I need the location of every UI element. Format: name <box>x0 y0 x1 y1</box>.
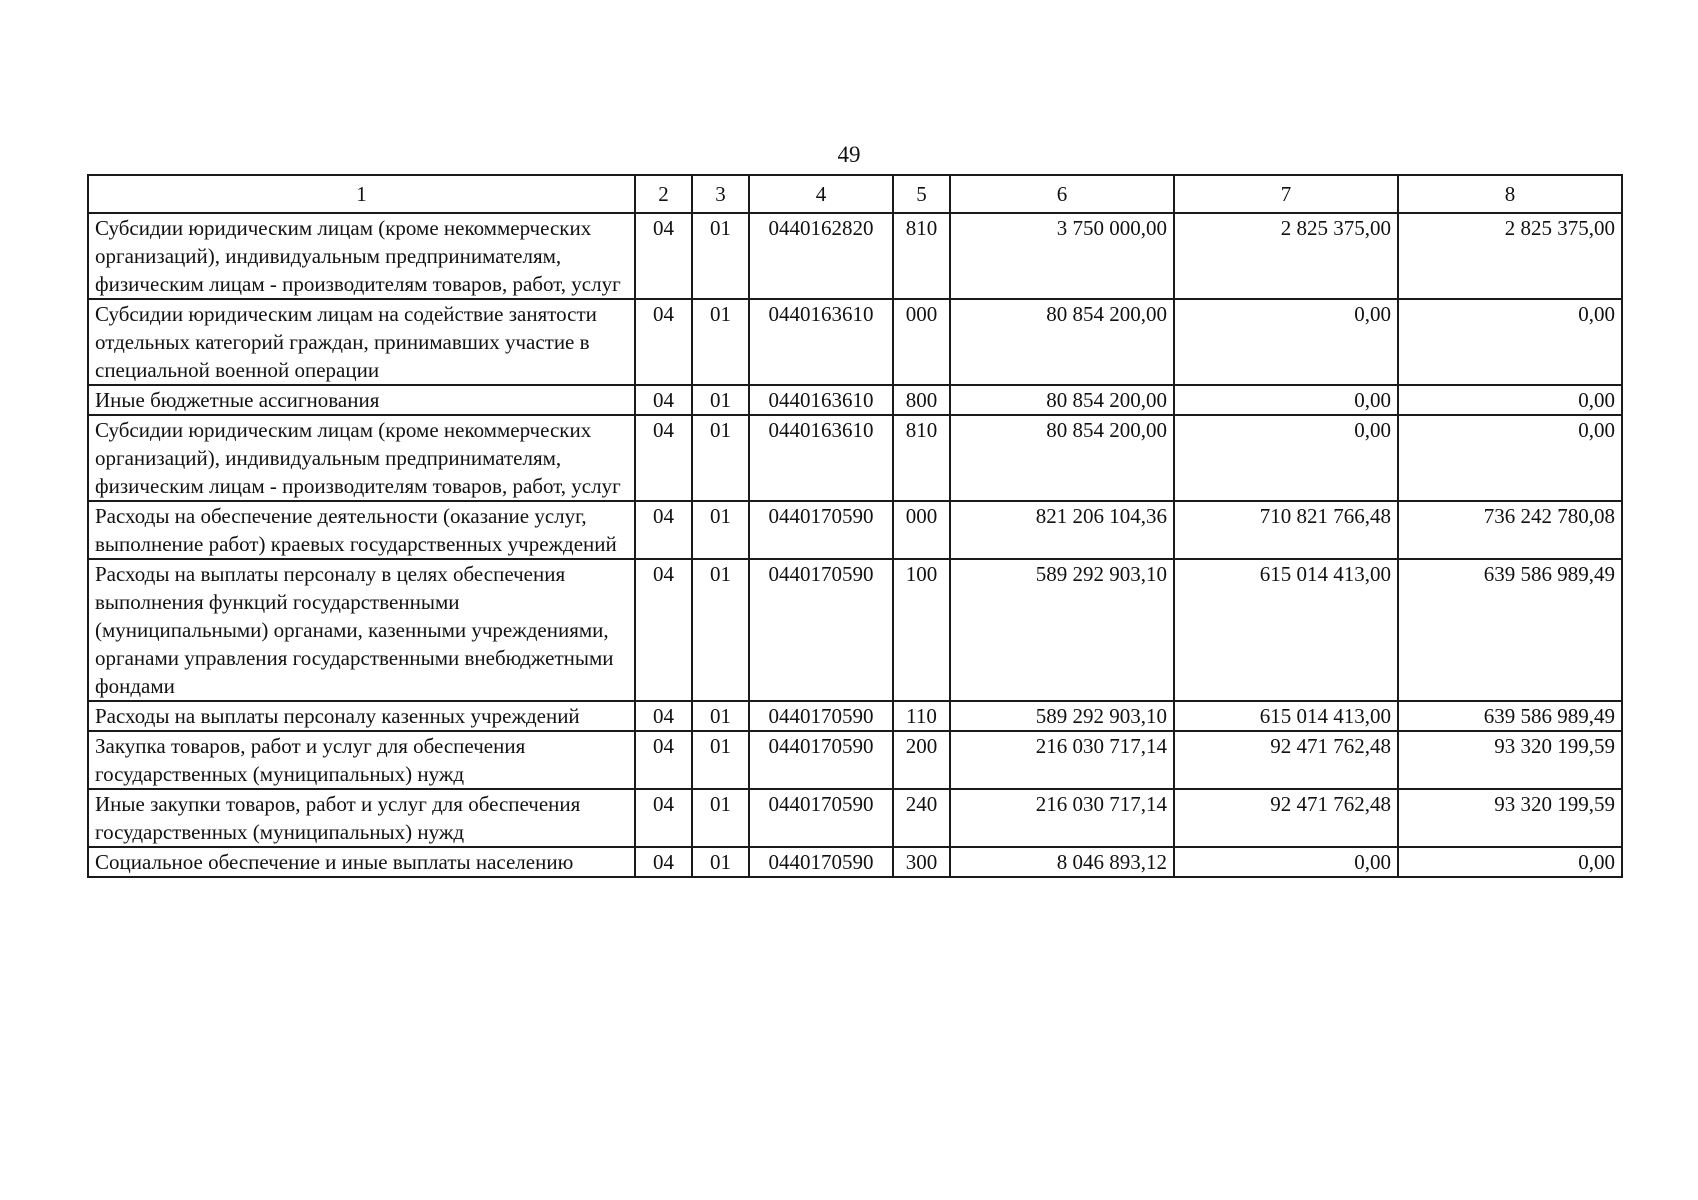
col-header-4: 4 <box>749 175 893 213</box>
table-row <box>88 789 1622 847</box>
col-header-6: 6 <box>950 175 1174 213</box>
row-name: Иные бюджетные ассигнования <box>88 385 635 415</box>
row-amount-8: 0,00 <box>1398 847 1622 877</box>
row-amount-7: 710 821 766,48 <box>1174 501 1398 559</box>
row-amount-8: 0,00 <box>1398 385 1622 415</box>
table-row <box>88 385 1622 415</box>
row-expense-type: 810 <box>893 415 950 501</box>
row-amount-7: 92 471 762,48 <box>1174 789 1398 847</box>
row-section: 04 <box>635 701 692 731</box>
row-expense-type: 240 <box>893 789 950 847</box>
row-name: Иные закупки товаров, работ и услуг для обеспечения государственных (муниципальных) нужд <box>88 789 635 847</box>
col-header-7: 7 <box>1174 175 1398 213</box>
row-section: 04 <box>635 501 692 559</box>
table-row <box>88 559 1622 701</box>
row-expense-type: 110 <box>893 701 950 731</box>
header-row <box>88 175 1622 213</box>
row-section: 04 <box>635 213 692 299</box>
row-target-code: 0440163610 <box>749 415 893 501</box>
row-amount-8: 93 320 199,59 <box>1398 789 1622 847</box>
row-amount-7: 615 014 413,00 <box>1174 559 1398 701</box>
row-expense-type: 810 <box>893 213 950 299</box>
row-target-code: 0440170590 <box>749 501 893 559</box>
row-amount-8: 0,00 <box>1398 415 1622 501</box>
page-number: 49 <box>837 142 861 167</box>
row-amount-6: 80 854 200,00 <box>950 415 1174 501</box>
row-subsection: 01 <box>692 501 749 559</box>
row-expense-type: 300 <box>893 847 950 877</box>
row-subsection: 01 <box>692 789 749 847</box>
row-amount-8: 0,00 <box>1398 299 1622 385</box>
table-row <box>88 731 1622 789</box>
row-amount-7: 2 825 375,00 <box>1174 213 1398 299</box>
col-header-3: 3 <box>692 175 749 213</box>
row-name: Субсидии юридическим лицам (кроме некоммерческих организаций), индивидуальным предпринимателям, физическим лицам - производителям товаров, работ, услуг <box>88 415 635 501</box>
row-amount-6: 589 292 903,10 <box>950 559 1174 701</box>
row-amount-6: 216 030 717,14 <box>950 789 1174 847</box>
row-amount-8: 2 825 375,00 <box>1398 213 1622 299</box>
table-row <box>88 213 1622 299</box>
table-row <box>88 701 1622 731</box>
col-header-5: 5 <box>893 175 950 213</box>
row-name: Расходы на выплаты персоналу в целях обеспечения выполнения функций государственными (муниципальными) органами, казенными учреждениями, органами управления государственными внебюджетными фондами <box>88 559 635 701</box>
row-amount-8: 736 242 780,08 <box>1398 501 1622 559</box>
row-subsection: 01 <box>692 385 749 415</box>
col-header-8: 8 <box>1398 175 1622 213</box>
row-section: 04 <box>635 789 692 847</box>
row-amount-6: 589 292 903,10 <box>950 701 1174 731</box>
row-target-code: 0440170590 <box>749 701 893 731</box>
row-amount-7: 615 014 413,00 <box>1174 701 1398 731</box>
row-subsection: 01 <box>692 731 749 789</box>
row-amount-7: 0,00 <box>1174 415 1398 501</box>
row-amount-6: 80 854 200,00 <box>950 299 1174 385</box>
row-amount-7: 0,00 <box>1174 299 1398 385</box>
table-row <box>88 847 1622 877</box>
row-target-code: 0440170590 <box>749 559 893 701</box>
row-target-code: 0440163610 <box>749 385 893 415</box>
row-amount-7: 0,00 <box>1174 847 1398 877</box>
row-name: Расходы на обеспечение деятельности (оказание услуг, выполнение работ) краевых государственных учреждений <box>88 501 635 559</box>
row-amount-6: 216 030 717,14 <box>950 731 1174 789</box>
row-subsection: 01 <box>692 299 749 385</box>
row-section: 04 <box>635 847 692 877</box>
row-section: 04 <box>635 415 692 501</box>
row-expense-type: 100 <box>893 559 950 701</box>
row-target-code: 0440170590 <box>749 847 893 877</box>
row-target-code: 0440162820 <box>749 213 893 299</box>
table-row <box>88 415 1622 501</box>
row-subsection: 01 <box>692 701 749 731</box>
row-subsection: 01 <box>692 213 749 299</box>
table-row <box>88 299 1622 385</box>
row-name: Закупка товаров, работ и услуг для обеспечения государственных (муниципальных) нужд <box>88 731 635 789</box>
row-name: Субсидии юридическим лицам (кроме некоммерческих организаций), индивидуальным предпринимателям, физическим лицам - производителям товаров, работ, услуг <box>88 213 635 299</box>
col-header-2: 2 <box>635 175 692 213</box>
row-target-code: 0440163610 <box>749 299 893 385</box>
row-subsection: 01 <box>692 847 749 877</box>
row-expense-type: 200 <box>893 731 950 789</box>
row-section: 04 <box>635 299 692 385</box>
row-expense-type: 000 <box>893 299 950 385</box>
row-amount-8: 639 586 989,49 <box>1398 701 1622 731</box>
row-target-code: 0440170590 <box>749 789 893 847</box>
row-name: Расходы на выплаты персоналу казенных учреждений <box>88 701 635 731</box>
row-amount-7: 92 471 762,48 <box>1174 731 1398 789</box>
row-amount-6: 821 206 104,36 <box>950 501 1174 559</box>
row-name: Социальное обеспечение и иные выплаты населению <box>88 847 635 877</box>
row-section: 04 <box>635 731 692 789</box>
row-amount-7: 0,00 <box>1174 385 1398 415</box>
row-amount-8: 93 320 199,59 <box>1398 731 1622 789</box>
row-name: Субсидии юридическим лицам на содействие занятости отдельных категорий граждан, принимавших участие в специальной военной операции <box>88 299 635 385</box>
row-subsection: 01 <box>692 415 749 501</box>
row-target-code: 0440170590 <box>749 731 893 789</box>
row-section: 04 <box>635 559 692 701</box>
row-subsection: 01 <box>692 559 749 701</box>
row-amount-6: 3 750 000,00 <box>950 213 1174 299</box>
col-header-1: 1 <box>88 175 635 213</box>
budget-table <box>87 174 1623 878</box>
row-amount-8: 639 586 989,49 <box>1398 559 1622 701</box>
row-expense-type: 000 <box>893 501 950 559</box>
row-section: 04 <box>635 385 692 415</box>
table-row <box>88 501 1622 559</box>
row-amount-6: 8 046 893,12 <box>950 847 1174 877</box>
row-amount-6: 80 854 200,00 <box>950 385 1174 415</box>
row-expense-type: 800 <box>893 385 950 415</box>
